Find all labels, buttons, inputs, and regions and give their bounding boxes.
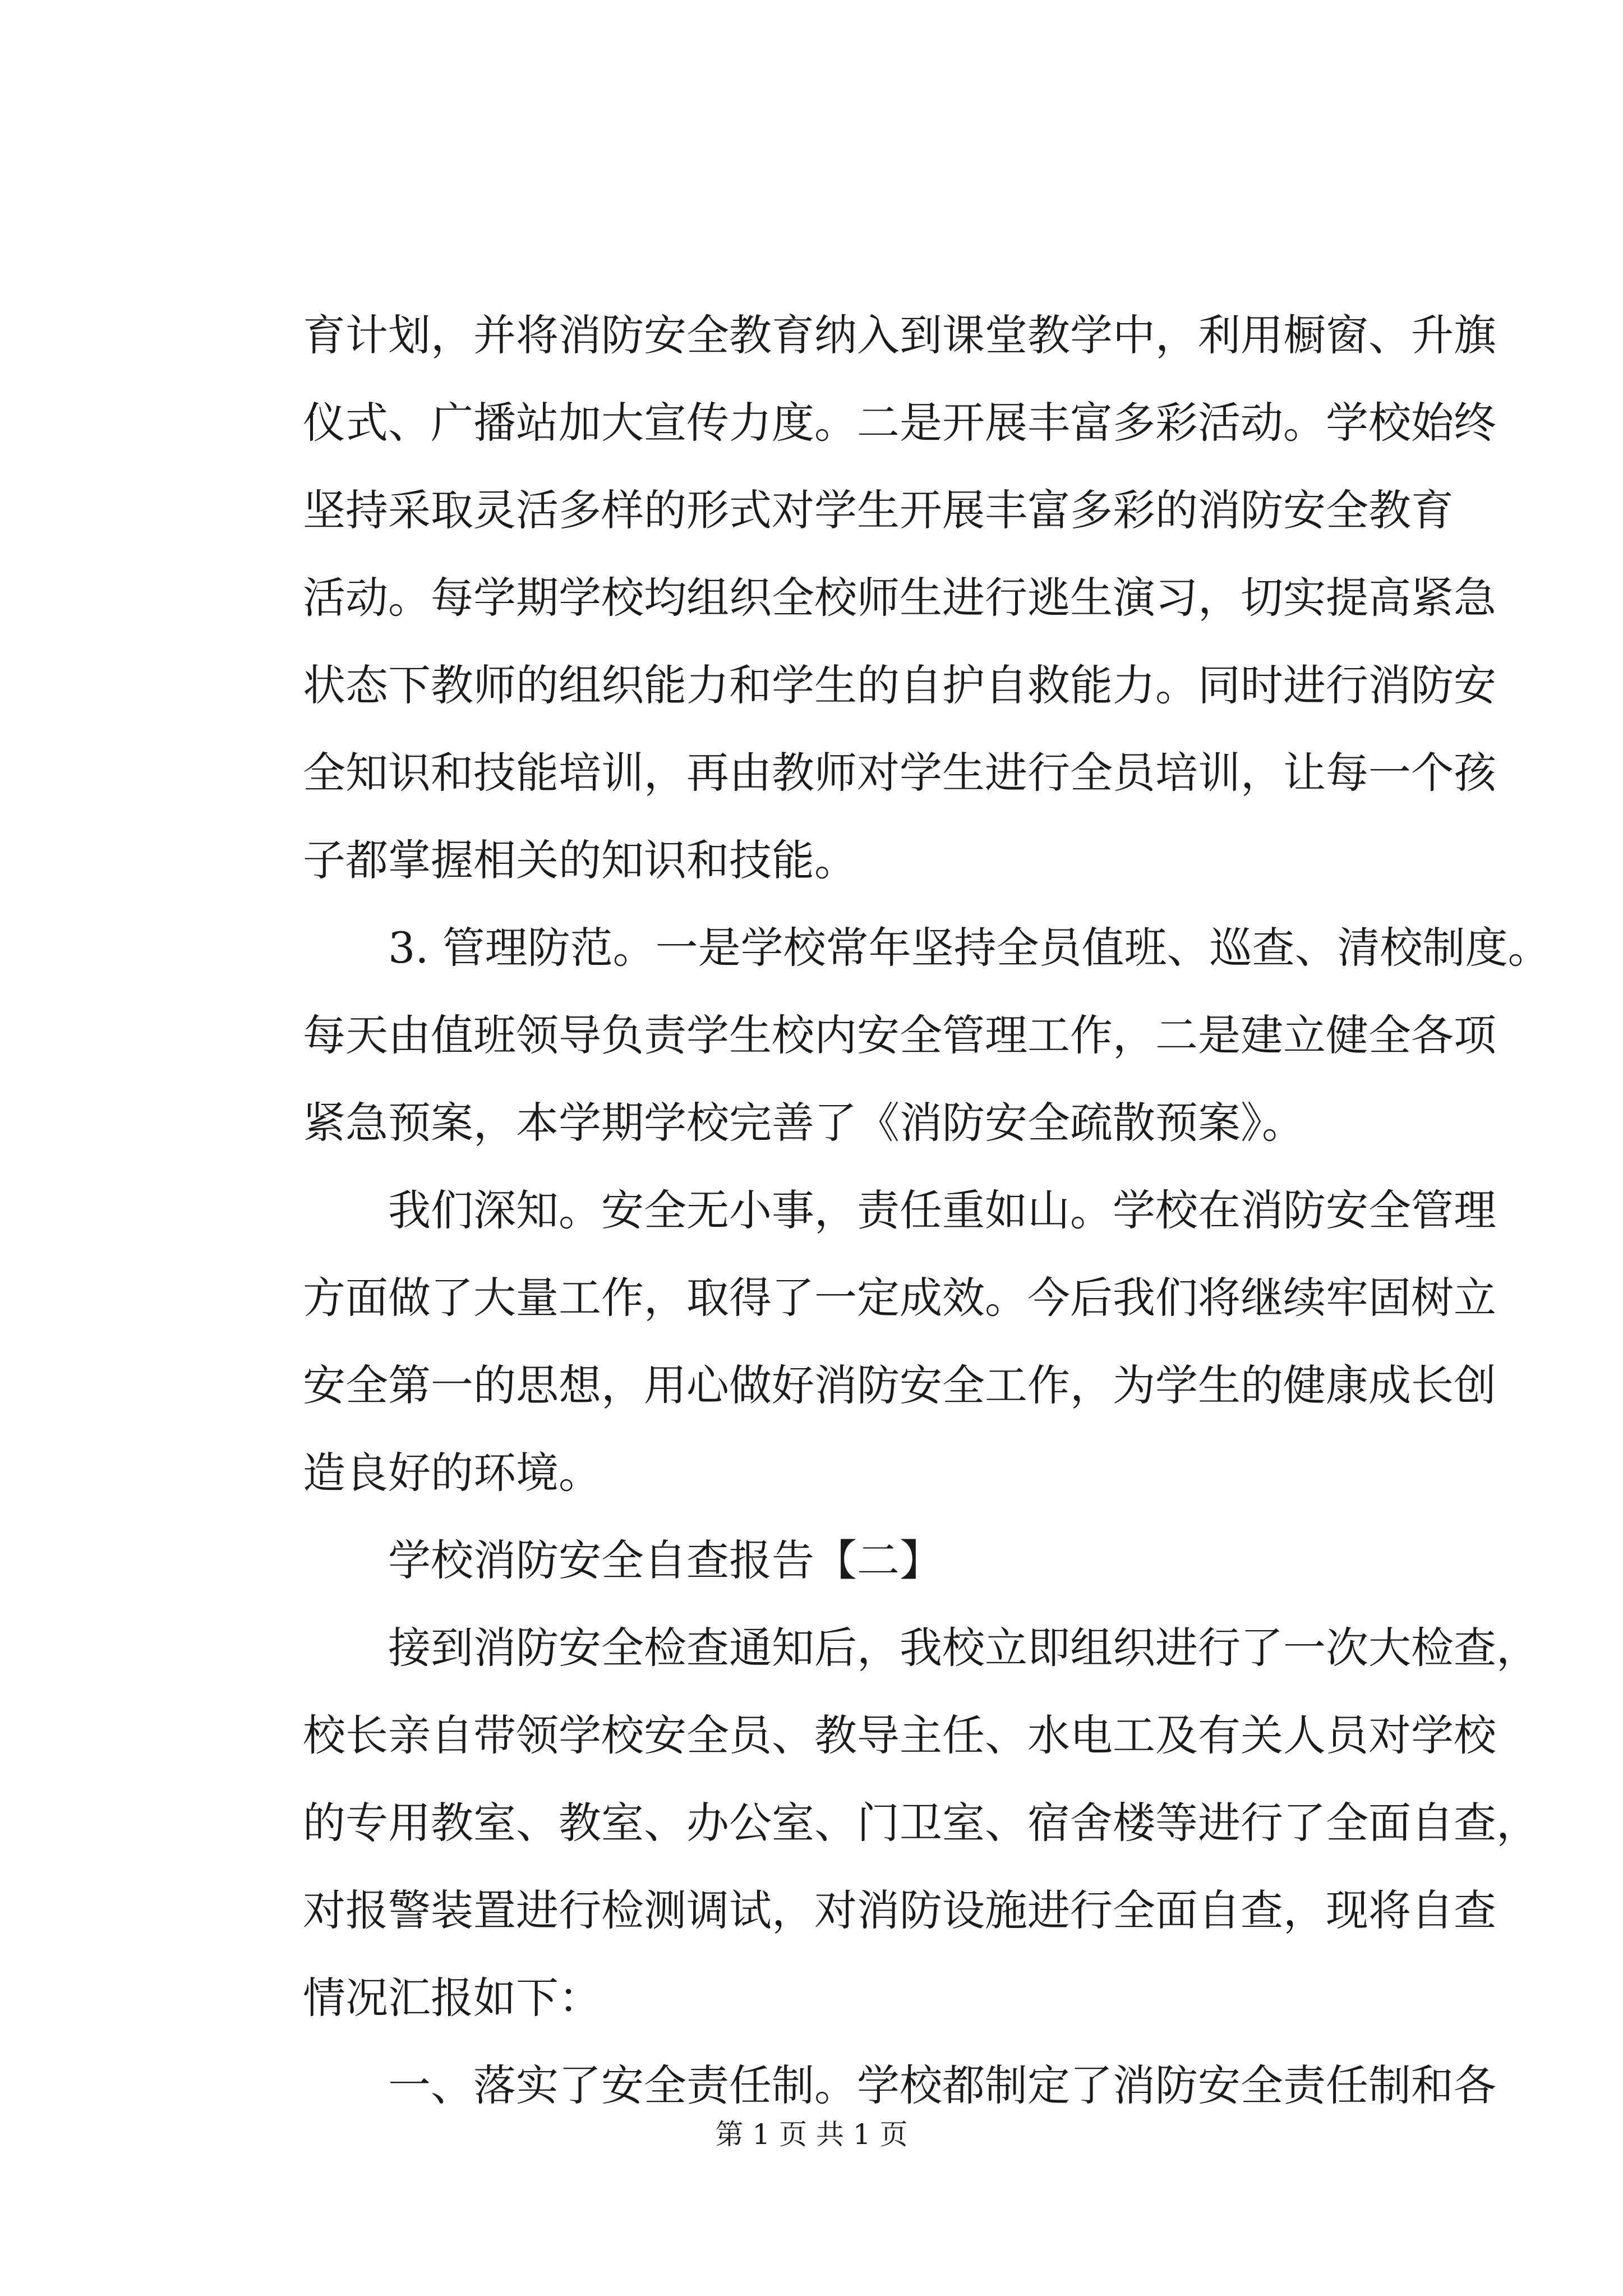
text-line: 每天由值班领导负责学生校内安全管理工作，二是建立健全各项 xyxy=(303,1010,1496,1060)
text-line: 子都掌握相关的知识和技能。 xyxy=(303,835,857,885)
text-line: 育计划，并将消防安全教育纳入到课堂教学中，利用橱窗、升旗 xyxy=(303,310,1496,360)
text-line: 全知识和技能培训，再由教师对学生进行全员培训，让每一个孩 xyxy=(303,748,1496,798)
text-line: 情况汇报如下： xyxy=(303,1973,601,2023)
text-line: 接到消防安全检查通知后，我校立即组织进行了一次大检查， xyxy=(303,1623,1539,1673)
text-line: 状态下教师的组织能力和学生的自护自救能力。同时进行消防安 xyxy=(303,660,1496,710)
text-line: 3. 管理防范。一是学校常年坚持全员值班、巡查、清校制度。 xyxy=(303,923,1551,973)
page-footer xyxy=(0,2115,1623,2154)
text-line: 安全第一的思想，用心做好消防安全工作，为学生的健康成长创 xyxy=(303,1360,1496,1410)
document-body xyxy=(303,292,1551,2129)
text-line: 方面做了大量工作，取得了一定成效。今后我们将继续牢固树立 xyxy=(303,1273,1496,1323)
text-line: 坚持采取灵活多样的形式对学生开展丰富多彩的消防安全教育 xyxy=(303,485,1454,535)
text-line: 紧急预案，本学期学校完善了《消防安全疏散预案》。 xyxy=(303,1098,1304,1148)
page-number-label: 第 1 页 共 1 页 xyxy=(715,2118,908,2151)
text-line: 校长亲自带领学校安全员、教导主任、水电工及有关人员对学校 xyxy=(303,1710,1496,1760)
text-line: 活动。每学期学校均组织全校师生进行逃生演习，切实提高紧急 xyxy=(303,573,1496,623)
text-line: 我们深知。安全无小事，责任重如山。学校在消防安全管理 xyxy=(303,1185,1496,1235)
section-heading: 学校消防安全自查报告【二】 xyxy=(303,1535,942,1585)
text-line: 仪式、广播站加大宣传力度。二是开展丰富多彩活动。学校始终 xyxy=(303,398,1496,448)
text-line: 对报警装置进行检测调试，对消防设施进行全面自查，现将自查 xyxy=(303,1885,1496,1935)
text-line: 造良好的环境。 xyxy=(303,1448,601,1498)
text-line: 一、落实了安全责任制。学校都制定了消防安全责任制和各 xyxy=(303,2060,1496,2110)
text-line: 的专用教室、教室、办公室、门卫室、宿舍楼等进行了全面自查， xyxy=(303,1798,1539,1848)
